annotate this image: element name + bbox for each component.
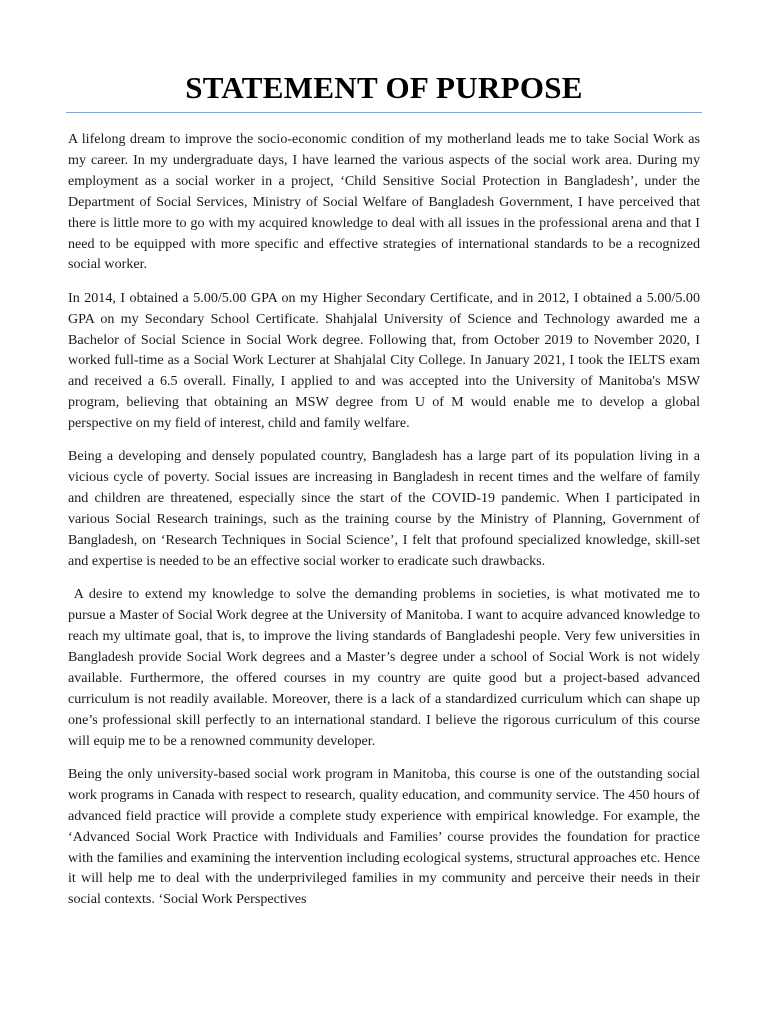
- title-underline-rule: [66, 112, 702, 113]
- paragraph-2: In 2014, I obtained a 5.00/5.00 GPA on my Higher Secondary Certificate, and in 2012, I obtained a 5.00/5.00 GPA on my Secondary School Certificate. Shahjalal University of Science and Technology awarded me a Bachelor of Social Science in Social Work degree. Following that, from October 2019 to November 2020, I worked full-time as a Social Work Lecturer at Shahjalal City College. In January 2021, I took the IELTS exam and received a 6.5 overall. Finally, I applied to and was accepted into the University of Manitoba's MSW program, believing that obtaining an MSW degree from U of M would enable me to develop a global perspective on my field of interest, child and family welfare.: [68, 289, 704, 432]
- paragraph-1: A lifelong dream to improve the socio-economic condition of my motherland leads me to take Social Work as my career. In my undergraduate days, I have learned the various aspects of the social work area. During my employment as a social worker in a project, ‘Child Sensitive Social Protection in Bangladesh’, under the Department of Social Services, Ministry of Social Welfare of Bangladesh Government, I have perceived that there is little more to go with my acquired knowledge to deal with all issues in the professional arena and that I need to be equipped with more specific and effective strategies of international standards to be a recognized social worker.: [68, 131, 704, 273]
- paragraph-3: Being a developing and densely populated country, Bangladesh has a large part of its population living in a vicious cycle of poverty. Social issues are increasing in Bangladesh in recent times and the welfare of family and children are threatened, especially since the start of the COVID-19 pandemic. When I participated in various Social Research trainings, such as the training course by the Ministry of Planning, Government of Bangladesh, on ‘Research Techniques in Social Science’, I felt that profound specialized knowledge, skill-set and expertise is needed to be an effective social worker to eradicate such drawbacks.: [68, 448, 704, 569]
- document-body: [68, 129, 704, 923]
- paragraph-5: Being the only university-based social work program in Manitoba, this course is one of the outstanding social work programs in Canada with respect to research, quality education, and community service. The 450 hours of advanced field practice will provide a complete study experience with empirical knowledge. For example, the ‘Advanced Social Work Practice with Individuals and Families’ course provides the foundation for practice with the families and examining the intervention including ecological systems, structural approaches etc. Hence it will help me to deal with the underprivileged families in my community and perceive their needs in their social contexts. ‘Social Work Perspectives: [68, 765, 704, 908]
- document-title: STATEMENT OF PURPOSE: [185, 70, 583, 105]
- paragraph-4: A desire to extend my knowledge to solve the demanding problems in societies, is what motivated me to pursue a Master of Social Work degree at the University of Manitoba. I want to acquire advanced knowledge to reach my ultimate goal, that is, to improve the living standards of Bangladeshi people. Very few universities in Bangladesh provide Social Work degrees and a Master’s degree under a school of Social Work is not widely available. Furthermore, the offered courses in my country are quite good but a project-based advanced curriculum is not readily available. Moreover, there is a lack of a standardized curriculum which can shape up one’s professional skill perfectly to an international standard. I believe the rigorous curriculum of this course will equip me to be a renowned community developer.: [68, 586, 704, 749]
